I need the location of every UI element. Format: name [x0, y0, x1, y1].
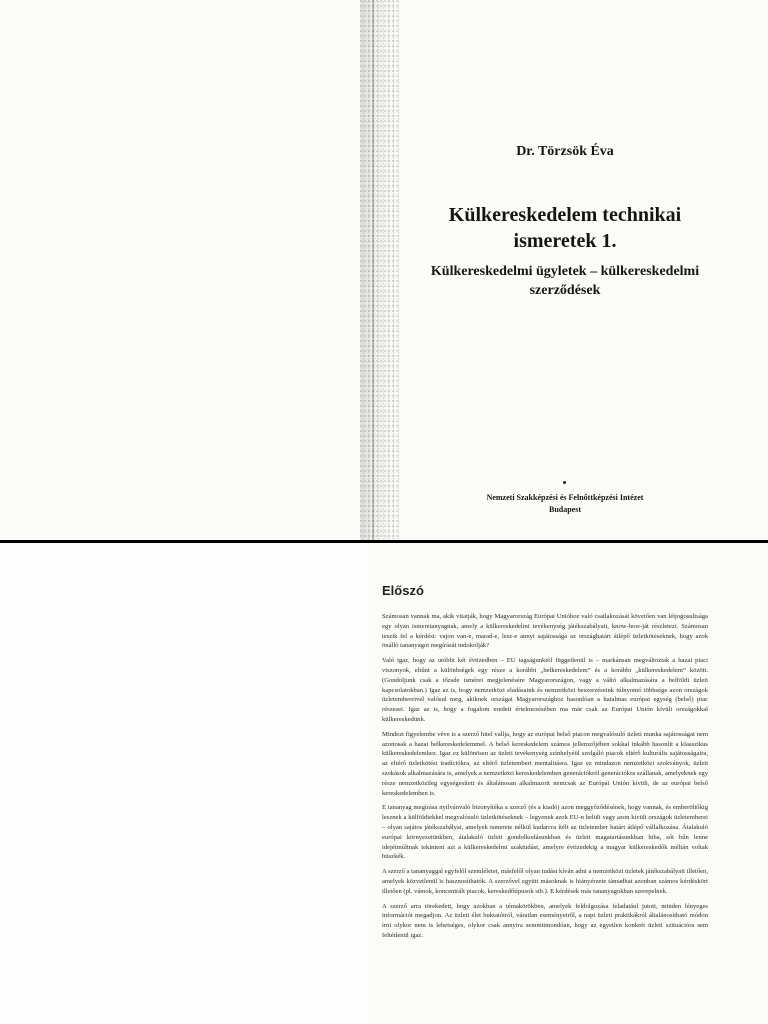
- book-title: [400, 202, 730, 254]
- publisher-name: Nemzeti Szakképzési és Felnőttképzési Intézet: [486, 493, 644, 502]
- printer-dot: [563, 481, 566, 484]
- preface-paragraph: A szerző arra törekedett, hogy azokban a témakörökben, amelyek feldolgozása feladatául jutott, minden lényeges információt megadjon. Az üzleti élet buktatóiról, váratlan eseményeiről, a napi üzleti praktikákról általánosítható módon írni olykor nem is lehetséges, olykor csak annyira semmitmondóan, hogy az egyetlen konkrét üzleti szituációra sem feltétlenül igaz.: [382, 902, 708, 939]
- author-name: Dr. Törzsök Éva: [516, 144, 614, 159]
- preface-body: [382, 612, 708, 946]
- blank-margin: [0, 543, 368, 1024]
- book-title-line-2: ismeretek 1.: [513, 230, 617, 252]
- book-subtitle-line-2: szerződések: [529, 283, 601, 298]
- preface-paragraph: Való igaz, hogy az utóbbi két évtizedben – EU tagságunktól függetlenül is – markánsan megváltoztak a hazai piaci viszonyok, eltűnt a különbségek egy része a korábbi „belkereskedelem” és a korábbi „külkereskedelem” között. (Gondoljunk csak a tőzsde ismérei megjelenésére Magyarországon, vagy a váltó alkalmazására a belföldi üzleti kapcsolatokban.) Igaz az is, hogy nemzetközi eladásaink és nemzetközi beszerzéseink túlnyomó többsége azon országok üzletembereivel valósul meg, akiknek országai Magyarországhoz hasonlóan a hatalmas európai egység (belső) piac részesei. Igaz az is, hogy a fogalom eredeti értelmezésében ma már csak az Európai Unión kívüli országokkal külkereskedünk.: [382, 657, 708, 723]
- preface-paragraph: E tananyag megírása nyilvánvaló bizonyítéka a szerző (és a kiadó) azon meggyőződésének, hogy vannak, és emberöltőkig lesznek a külföldiekkel megvalósuló üzletkötéseknek – legyenek azok EU-n belüli vagy azon kívüli országok üzletemberei – olyan sajátos játékszabályai, amelyek ismerete nélkül kudarcra ítélt az üzletember határt átlépő vállalkozása. Átalakuló európai környezetünkben, átalakuló üzleti gondolkodásunkban és üzleti magatartásunkban hiba, sőt bűn lenne idejétmúltnak tekinteni azt a külkereskedelmi szaktudást, amelyre évtizedekig a magyar külkereskedők méltán voltak büszkék.: [382, 804, 708, 861]
- publisher: [400, 492, 730, 516]
- book-subtitle-line-1: Külkereskedelmi ügyletek – külkereskedelmi: [430, 264, 700, 279]
- preface-paragraph: Mindezt figyelembe véve is a szerző hitel vallja, hogy az európai belső piacon megvalósuló üzleti munka sajátosságai nem azonosak a hazai belkereskedelemmel. A belső kereskedelem számos jellemzőjében sokkal inkább hasonlít a klasszikus külkereskedelemhez. Igaz ez különösen az üzleti tevékenység színhelyéül szolgáló piacok eltérő kulturális sajátosságaira, az eltérő üzletkötési tradíciókra, az eltérő üzletembert mentalitásra. Igaz ez mindazon nemzetközi szokványok, üzleti szokások alkalmazására is, amelyek a nemzetközi kereskedelemben generációkról generációkra szállanak, amelyeknek egy része nemzetközileg egységesített és általánosan alkalmazott nemcsak az Európai Unión kívüli, de az európai belső kereskedelemben is.: [382, 730, 708, 797]
- preface-heading: Előszó: [382, 583, 424, 598]
- preface-paragraph: A szerző a tananyaggal egyfelől szemléletet, másfelől olyan tudást kíván adni a nemzetközi üzletek játékszabályait illetően, amelyek közvetlenül is hasznosíthatók. A szerzővel együtt másoknak is hiányérzete támadhat azonban számos kérdéskört illetően (pl. vámok, koncentrált piacok, kereskedőtípusok stb.). E kérdések más tananyagokban szerepelnek.: [382, 868, 708, 895]
- book-title-line-1: Külkereskedelem technikai: [448, 204, 682, 226]
- book-subtitle: [400, 262, 730, 300]
- preface-paragraph: Számosan vannak ma, akik vitatják, hogy Magyarország Európai Unióhoz való csatlakozását követően van létjogosultsága egy olyan ismeretanyagnak, amely a külkereskedelmi tevékenység játékszabályait, know-how-ját részletezi. Számosan teszik fel a kérdést: vajon van-e, marad-e, lesz-e annyi sajátossága az országhatárt átlépő üzletkötéseknek, hogy azok önálló tananyagot megírását indokolják?: [382, 613, 708, 650]
- page-gutter-shadow: [360, 0, 400, 540]
- publisher-city: Budapest: [548, 505, 581, 514]
- page-gutter-line: [372, 0, 374, 540]
